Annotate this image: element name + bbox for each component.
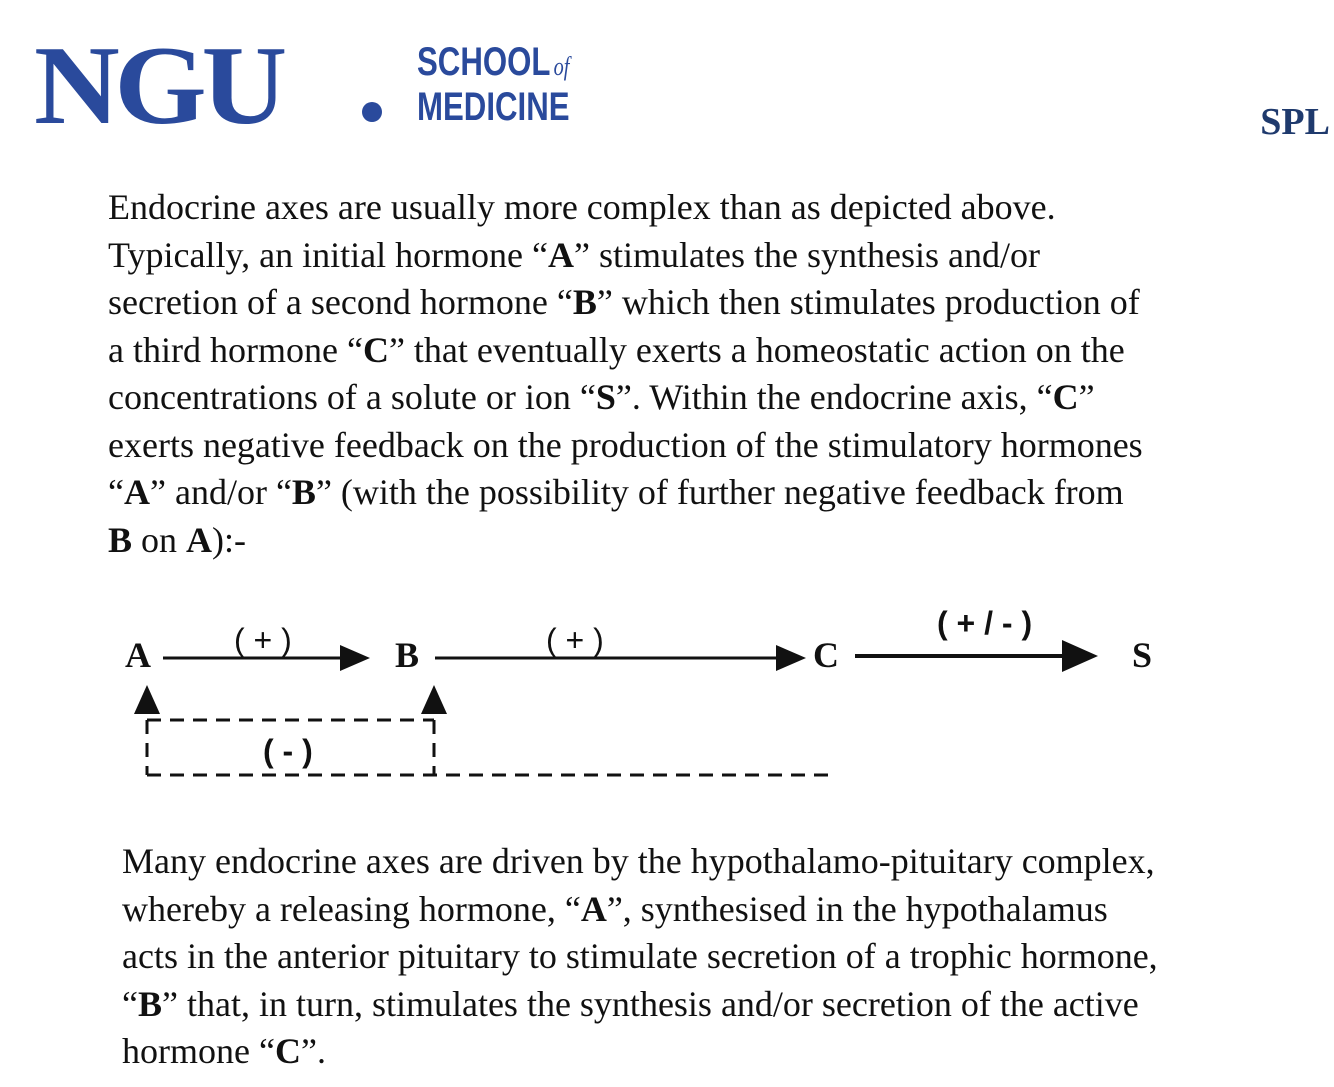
intro-line: Typically, an initial hormone “A” stimulates the synthesis and/or [108,234,1040,275]
arrow-c-s-label: ( + / - ) [937,605,1033,641]
intro-paragraph [108,184,1143,564]
second-paragraph [122,838,1158,1076]
intro-line: B on A):- [108,519,246,560]
logo-of-word: of [553,52,570,81]
ngu-logo [34,24,570,148]
logo-dot [362,102,382,122]
logo-school-word: SCHOOL [417,40,551,84]
arrow-a-b-label: ( + ) [234,622,292,658]
feedback-arrow-to-b [421,685,447,714]
intro-line: a third hormone “C” that eventually exerts a homeostatic action on the [108,329,1125,370]
node-c: C [813,635,839,675]
intro-line: Endocrine axes are usually more complex than as depicted above. [108,187,1056,227]
node-s: S [1132,635,1153,675]
second-line: acts in the anterior pituitary to stimulate secretion of a trophic hormone, [122,936,1158,976]
node-b: B [395,635,420,675]
feedback-arrow-to-a [134,685,160,714]
intro-line: secretion of a second hormone “B” which then stimulates production of [108,282,1140,322]
arrow-c-s-head [1062,640,1098,672]
second-line: hormone “C”. [122,1031,326,1071]
arrow-a-b-head [340,645,370,671]
header-tag: SPL [1260,101,1330,143]
logo-mark: NGU [34,24,282,148]
arrow-b-c-label: ( + ) [546,622,604,658]
endocrine-axis-diagram [0,590,1334,810]
feedback-label: ( - ) [263,733,313,769]
node-a: A [125,635,151,675]
arrow-b-c-head [776,645,806,671]
second-line: “B” that, in turn, stimulates the synthesis and/or secretion of the active [122,983,1139,1024]
logo-school-text [417,42,613,127]
intro-line: exerts negative feedback on the production of the stimulatory hormones [108,424,1143,465]
second-line: whereby a releasing hormone, “A”, synthesised in the hypothalamus [122,888,1108,929]
intro-line: “A” and/or “B” (with the possibility of further negative feedback from [108,472,1124,512]
feedback-loop [147,720,836,775]
logo-medicine-word: MEDICINE [417,85,570,129]
intro-line: concentrations of a solute or ion “S”. Within the endocrine axis, “C” [108,377,1095,417]
second-line: Many endocrine axes are driven by the hypothalamo-pituitary complex, [122,841,1155,881]
